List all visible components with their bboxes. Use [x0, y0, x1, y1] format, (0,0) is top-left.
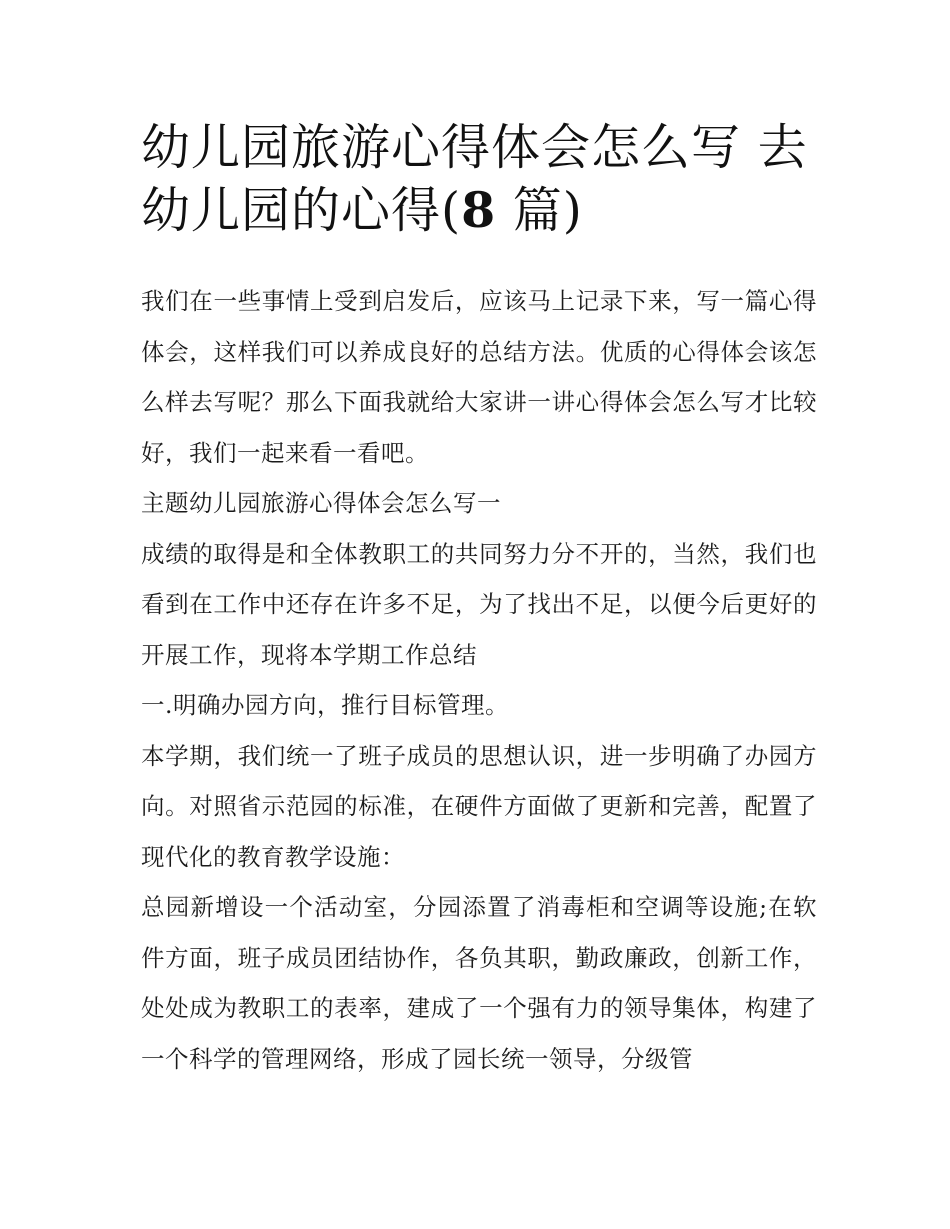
- body-paragraph: 总园新增设一个活动室，分园添置了消毒柜和空调等设施;在软件方面，班子成员团结协作，各负其职，勤政廉政，创新工作，处处成为教职工的表率，建成了一个强有力的领导集体，构建了一个科学的管理网络，形成了园长统一领导，分级管: [141, 893, 817, 1073]
- subsection-heading: 一.明确办园方向，推行目标管理。: [141, 691, 509, 719]
- document-title: [141, 116, 821, 242]
- body-paragraph: 成绩的取得是和全体教职工的共同努力分不开的，当然，我们也看到在工作中还存在许多不足，为了找出不足，以便今后更好的开展工作，现将本学期工作总结: [141, 539, 817, 669]
- body-paragraph: 本学期，我们统一了班子成员的思想认识，进一步明确了办园方向。对照省示范园的标准，在硬件方面做了更新和完善，配置了现代化的教育教学设施：: [141, 741, 817, 871]
- section-heading: 主题幼儿园旅游心得体会怎么写一: [141, 489, 501, 517]
- document-body: [141, 276, 817, 1084]
- title-number: 8: [461, 181, 497, 239]
- intro-paragraph: 我们在一些事情上受到启发后，应该马上记录下来，写一篇心得体会，这样我们可以养成良好的总结方法。优质的心得体会该怎么样去写呢？那么下面我就给大家讲一讲心得体会怎么写才比较好，我们一起来看一看吧。: [141, 287, 817, 467]
- title-text-part1: 幼儿园旅游心得体会怎么写 去幼儿园的心得(: [141, 119, 808, 239]
- title-text-part2: 篇): [496, 182, 583, 239]
